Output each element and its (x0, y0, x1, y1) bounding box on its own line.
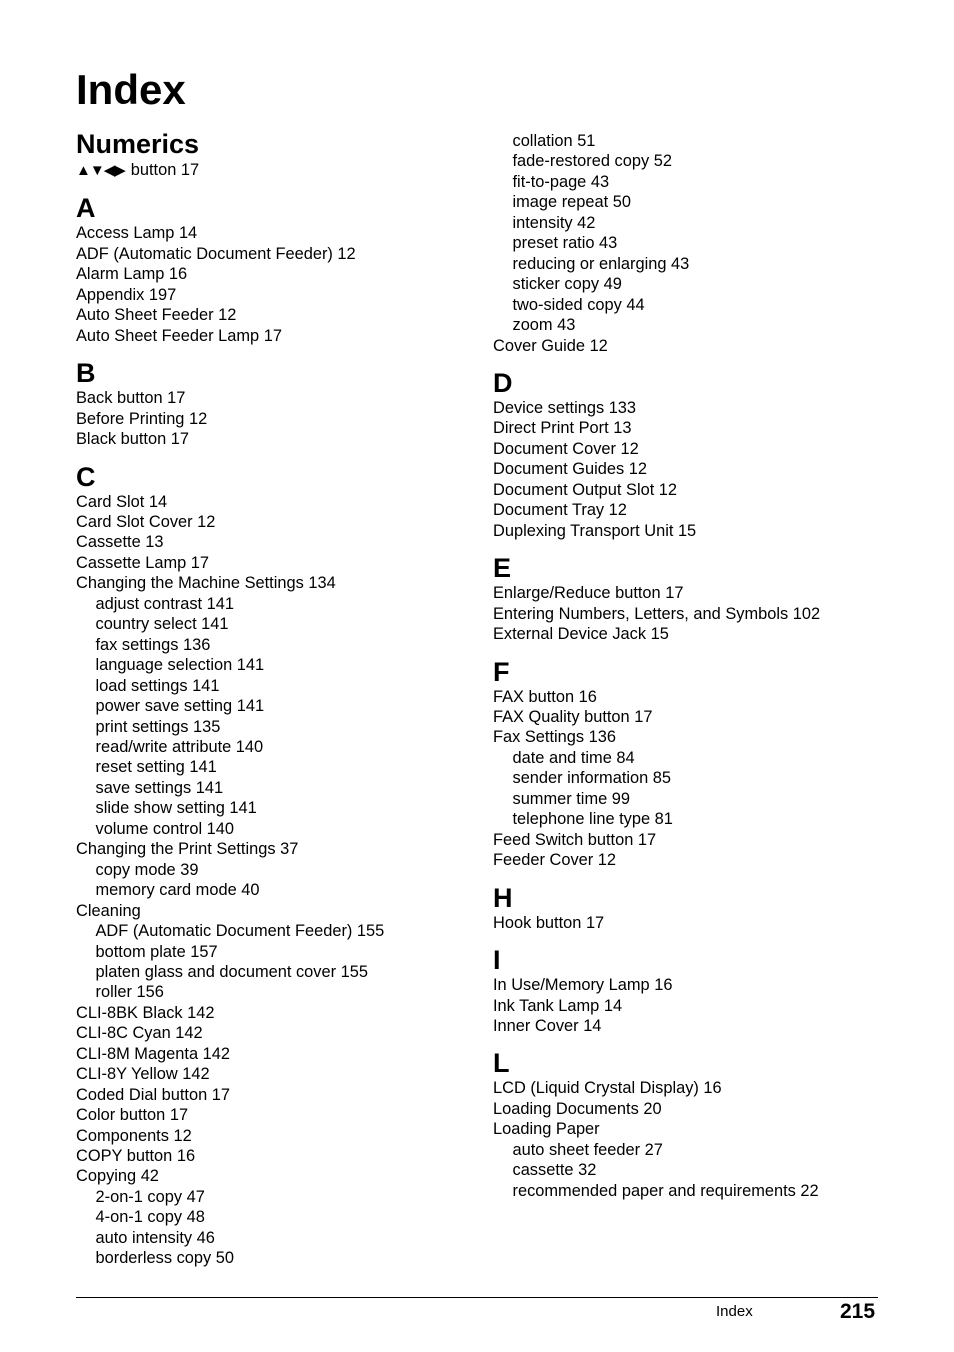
index-subentry: reset setting 141 (95, 758, 217, 777)
index-entry: Black button 17 (76, 430, 189, 449)
index-subentry: sticker copy 49 (512, 275, 622, 294)
section-heading-numerics: Numerics (76, 129, 200, 159)
index-subentry: reducing or enlarging 43 (512, 254, 690, 273)
index-subentry: platen glass and document cover 155 (95, 962, 368, 981)
index-subentry: fax settings 136 (95, 635, 211, 654)
index-subentry: ADF (Automatic Document Feeder) 155 (95, 922, 385, 941)
index-entry: ADF (Automatic Document Feeder) 12 (76, 244, 356, 263)
letter-heading-f: F (493, 656, 510, 687)
index-subentry: borderless copy 50 (95, 1249, 234, 1268)
index-entry: CLI-8BK Black 142 (76, 1003, 215, 1022)
index-subentry: telephone line type 81 (512, 810, 673, 829)
index-entry: Duplexing Transport Unit 15 (493, 521, 697, 540)
index-entry: CLI-8C Cyan 142 (76, 1024, 203, 1043)
index-entry: Loading Documents 20 (493, 1099, 662, 1118)
index-entry: Cleaning (76, 901, 141, 920)
index-subentry: auto sheet feeder 27 (512, 1140, 663, 1159)
footer-label: Index (716, 1303, 753, 1320)
index-subentry: 2-on-1 copy 47 (95, 1187, 205, 1206)
index-entry: Auto Sheet Feeder Lamp 17 (76, 326, 282, 345)
index-subentry: roller 156 (95, 983, 164, 1002)
index-entry: Fax Settings 136 (493, 728, 617, 747)
index-subentry: language selection 141 (95, 656, 265, 675)
index-subentry: auto intensity 46 (95, 1228, 215, 1247)
arrow-buttons-icon: ▲▼◀▶ (76, 162, 125, 179)
index-subentry: summer time 99 (512, 789, 630, 808)
letter-heading-i: I (493, 945, 501, 976)
index-entry: Appendix 197 (76, 285, 177, 304)
footer-rule (76, 1297, 878, 1298)
page-number: 215 (840, 1300, 876, 1323)
index-entry: Card Slot Cover 12 (76, 512, 216, 531)
index-subentry: country select 141 (95, 615, 229, 634)
index-entry: Cassette 13 (76, 533, 164, 552)
index-entry: Cover Guide 12 (493, 336, 608, 355)
letter-heading-e: E (493, 553, 512, 584)
index-subentry: date and time 84 (512, 748, 635, 767)
letter-heading-c: C (76, 461, 96, 492)
index-subentry: memory card mode 40 (95, 881, 260, 900)
index-subentry: load settings 141 (95, 676, 220, 695)
index-subentry: zoom 43 (512, 316, 576, 335)
index-entry: Entering Numbers, Letters, and Symbols 102 (493, 604, 821, 623)
index-subentry: adjust contrast 141 (95, 594, 234, 613)
index-entry: Auto Sheet Feeder 12 (76, 306, 237, 325)
index-entry: Document Guides 12 (493, 460, 647, 479)
index-entry: Changing the Machine Settings 134 (76, 574, 336, 593)
index-entry: Cassette Lamp 17 (76, 553, 210, 572)
index-entry: In Use/Memory Lamp 16 (493, 976, 673, 995)
index-entry: Enlarge/Reduce button 17 (493, 584, 684, 603)
index-entry: Ink Tank Lamp 14 (493, 996, 623, 1015)
index-entry: Back button 17 (76, 389, 186, 408)
index-entry: Inner Cover 14 (493, 1016, 602, 1035)
index-entry: Coded Dial button 17 (76, 1085, 230, 1104)
index-subentry: intensity 42 (512, 213, 596, 232)
index-entry: Document Output Slot 12 (493, 480, 678, 499)
index-entry: FAX button 16 (493, 687, 597, 706)
index-subentry: slide show setting 141 (95, 799, 257, 818)
index-subentry: collation 51 (512, 132, 596, 150)
index-entry (76, 160, 476, 181)
index-subentry: fit-to-page 43 (512, 172, 610, 191)
index-entry: Device settings 133 (493, 398, 637, 417)
index-subentry: cassette 32 (512, 1161, 597, 1180)
index-subentry: bottom plate 157 (95, 942, 218, 961)
index-subentry: read/write attribute 140 (95, 737, 264, 756)
letter-heading-a: A (76, 193, 96, 224)
index-entry: Hook button 17 (493, 913, 605, 932)
index-entry: Color button 17 (76, 1106, 189, 1125)
index-entry: CLI-8Y Yellow 142 (76, 1065, 210, 1084)
letter-heading-d: D (493, 367, 513, 398)
index-subentry: volume control 140 (95, 819, 234, 838)
index-subentry: preset ratio 43 (512, 234, 618, 253)
index-entry: LCD (Liquid Crystal Display) 16 (493, 1079, 722, 1098)
index-entry: Copying 42 (76, 1167, 159, 1186)
index-entry-text: button 17 (130, 161, 200, 179)
page-title: Index (76, 66, 186, 113)
letter-heading-b: B (76, 358, 96, 389)
index-subentry: image repeat 50 (512, 193, 631, 212)
index-entry: Components 12 (76, 1126, 192, 1145)
index-subentry: power save setting 141 (95, 697, 265, 716)
index-entry: Direct Print Port 13 (493, 419, 632, 438)
index-subentry: sender information 85 (512, 769, 672, 788)
index-subentry: fade-restored copy 52 (512, 152, 672, 171)
letter-heading-h: H (493, 882, 513, 913)
index-entry: Document Tray 12 (493, 501, 627, 520)
index-entry: CLI-8M Magenta 142 (76, 1044, 230, 1063)
index-subentry: print settings 135 (95, 717, 221, 736)
index-subentry: copy mode 39 (95, 860, 199, 879)
index-entry: Loading Paper (493, 1120, 600, 1139)
index-subentry: 4-on-1 copy 48 (95, 1208, 205, 1227)
index-entry: FAX Quality button 17 (493, 707, 653, 726)
index-subentry: recommended paper and requirements 22 (512, 1181, 819, 1200)
index-subentry: save settings 141 (95, 778, 224, 797)
index-column-right (493, 131, 913, 1201)
index-entry: COPY button 16 (76, 1147, 196, 1166)
index-entry: Alarm Lamp 16 (76, 265, 188, 284)
index-entry: Changing the Print Settings 37 (76, 840, 299, 859)
index-entry: Document Cover 12 (493, 439, 639, 458)
index-column-left (76, 128, 476, 1269)
index-subentry: two-sided copy 44 (512, 295, 645, 314)
index-entry: Before Printing 12 (76, 409, 208, 428)
index-entry: Access Lamp 14 (76, 224, 198, 243)
index-entry: Feeder Cover 12 (493, 851, 616, 870)
index-entry: Card Slot 14 (76, 492, 168, 511)
letter-heading-l: L (493, 1048, 510, 1079)
index-entry: Feed Switch button 17 (493, 830, 657, 849)
index-entry: External Device Jack 15 (493, 625, 669, 644)
